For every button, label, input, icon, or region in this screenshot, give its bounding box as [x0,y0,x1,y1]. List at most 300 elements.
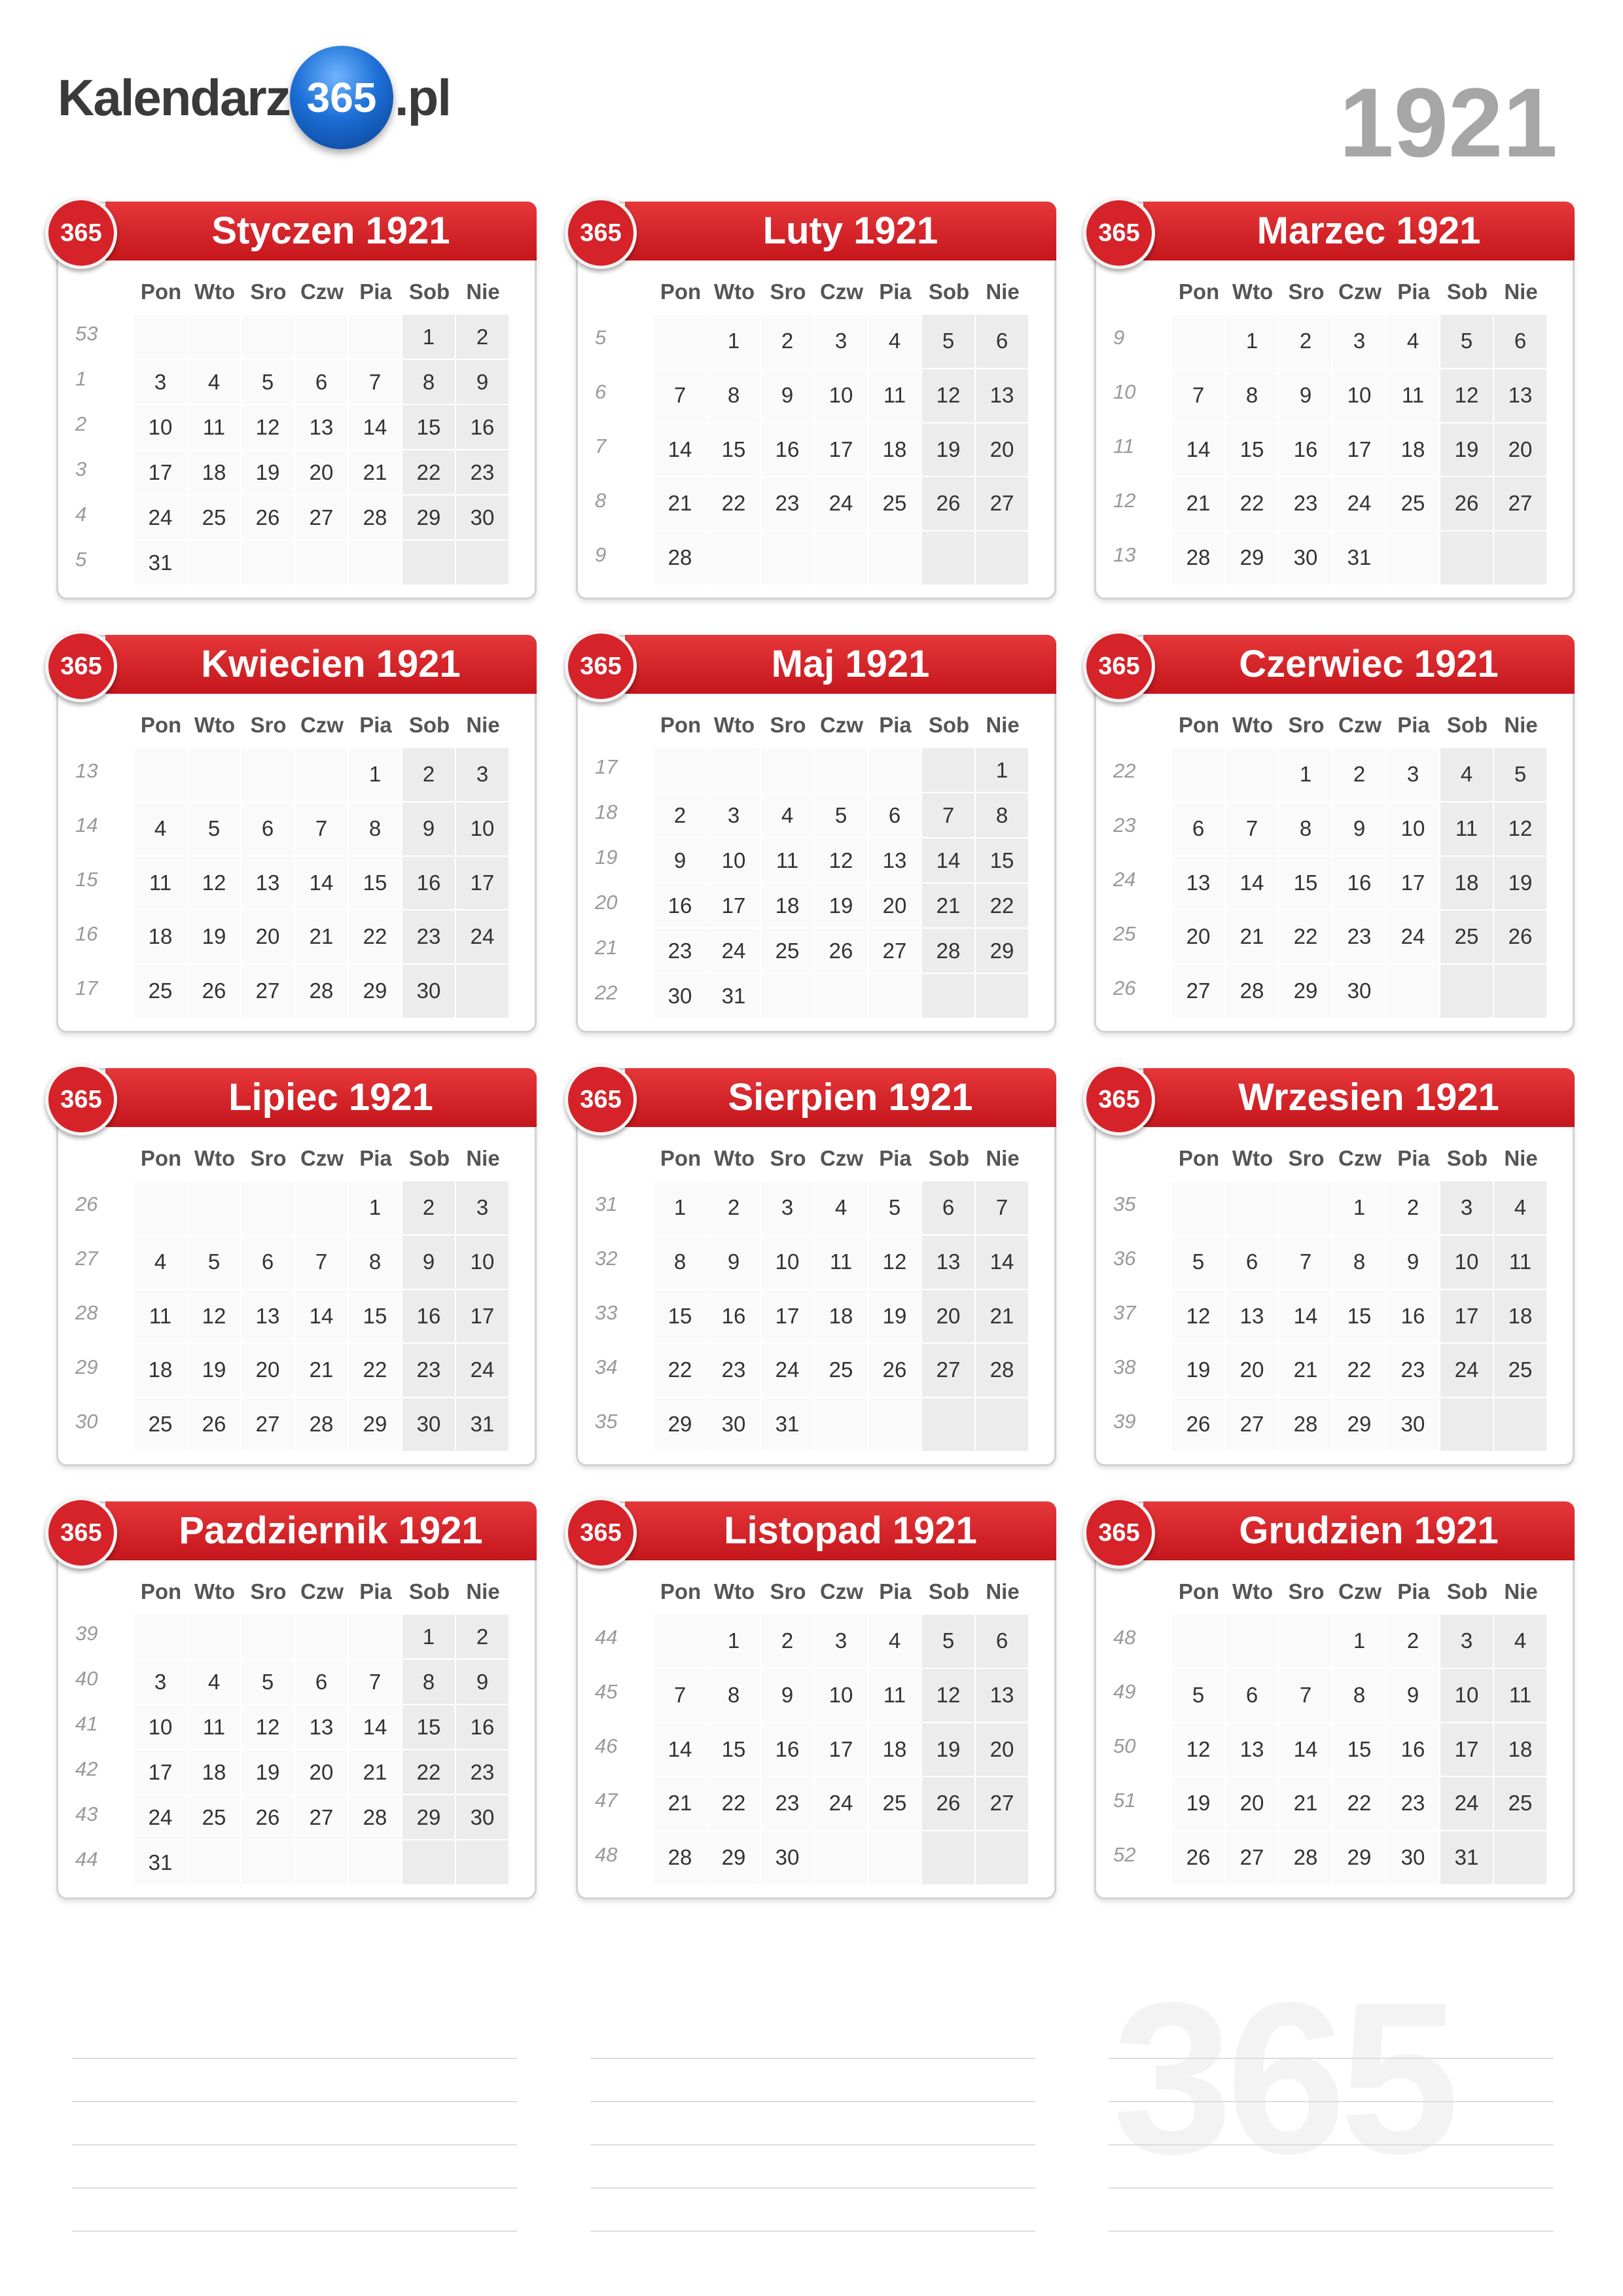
day-cell: 29 [1333,1398,1387,1452]
empty-day-cell [241,1840,295,1886]
weekday-label: Czw [300,1579,344,1604]
badge-365-icon: 365 [1083,1064,1155,1136]
month-card [56,202,537,600]
day-cell: 7 [349,360,402,405]
day-cell: 1 [1333,1615,1387,1669]
day-cell: 17 [1440,1290,1494,1344]
week-number: 25 [1113,922,1136,945]
day-cell: 22 [707,477,761,531]
empty-day-cell [976,531,1029,586]
day-cell: 26 [868,1344,922,1398]
badge-365-icon: 365 [1083,1497,1155,1569]
day-cell: 20 [868,884,922,929]
week-number: 19 [595,845,618,869]
week-number: 24 [1113,868,1136,891]
day-cell: 27 [1172,965,1226,1019]
day-cell: 1 [349,1181,402,1236]
logo-text: Kalendarz [58,69,290,126]
weekday-label: Sob [928,1579,970,1604]
badge-365-icon: 365 [1083,630,1155,702]
note-line[interactable] [72,2145,517,2189]
day-cell: 28 [654,531,707,586]
note-line[interactable] [72,2189,517,2232]
year-title: 1921 [1339,67,1558,177]
day-cell: 4 [1440,748,1494,802]
empty-day-cell [922,1398,976,1452]
empty-day-cell [761,531,815,586]
day-cell: 20 [976,1723,1029,1778]
empty-day-cell [1279,1615,1333,1669]
weekday-label: Nie [986,279,1020,304]
day-cell: 28 [1172,531,1226,586]
weekday-label: Sro [250,1579,287,1604]
day-grid [134,748,511,1019]
day-cell: 9 [761,1669,815,1723]
weekday-label: Pia [1397,1146,1430,1170]
day-cell: 23 [761,477,815,531]
day-cell: 6 [976,1615,1029,1669]
note-line[interactable] [72,2102,517,2145]
day-cell: 11 [1494,1669,1548,1723]
badge-365-icon: 365 [1083,197,1155,269]
day-cell: 5 [1440,315,1494,369]
day-cell: 6 [295,1660,349,1705]
day-grid [134,1181,511,1452]
day-cell: 1 [654,1181,707,1236]
day-cell: 9 [654,838,707,884]
empty-day-cell [761,748,815,793]
weekday-label: Czw [1338,1146,1382,1170]
day-cell: 11 [188,1705,241,1750]
day-cell: 23 [456,1750,510,1795]
empty-day-cell [1172,1181,1226,1236]
day-cell: 17 [1387,857,1440,911]
weekday-header [134,279,511,312]
weekday-label: Nie [466,279,500,304]
day-cell: 4 [188,1660,241,1705]
day-cell: 3 [456,1181,510,1236]
notes-column [1109,2016,1554,2232]
empty-day-cell [349,541,402,586]
day-cell: 7 [976,1181,1029,1236]
month-card [1094,1068,1575,1466]
watermark-365: 365 [1113,1957,1454,2198]
day-cell: 27 [295,495,349,541]
empty-day-cell [1494,1398,1548,1452]
weekday-label: Pon [660,713,702,737]
weekday-label: Sro [770,1579,806,1604]
day-cell: 31 [1440,1831,1494,1886]
day-cell: 7 [922,793,976,838]
empty-day-cell [188,541,241,586]
empty-day-cell [654,315,707,369]
weekday-header [1172,279,1549,312]
day-cell: 15 [654,1290,707,1344]
day-cell: 5 [922,315,976,369]
week-number: 8 [595,488,607,512]
day-cell: 6 [1172,802,1226,857]
day-cell: 22 [349,910,402,965]
weekday-header [654,713,1031,745]
week-number: 28 [75,1301,98,1324]
empty-day-cell [922,974,976,1019]
day-cell: 16 [1387,1290,1440,1344]
day-grid [1172,1615,1549,1886]
day-cell: 4 [868,1615,922,1669]
week-number: 35 [1113,1193,1136,1216]
week-number: 48 [595,1842,618,1866]
month-card [1094,202,1575,600]
month-title: Pazdziernik 1921 [105,1501,537,1560]
day-cell: 3 [1440,1181,1494,1236]
badge-365-icon: 365 [565,197,637,269]
weekday-label: Wto [1232,1146,1274,1170]
day-cell: 29 [1333,1831,1387,1886]
note-line[interactable] [1109,2016,1554,2059]
badge-365-icon: 365 [565,1064,637,1136]
day-cell: 18 [134,910,188,965]
day-cell: 26 [188,1398,241,1452]
day-cell: 9 [456,1660,510,1705]
week-number: 27 [75,1247,98,1270]
day-cell: 1 [402,1615,456,1660]
day-cell: 11 [761,838,815,884]
empty-day-cell [295,1840,349,1886]
week-number: 26 [1113,976,1136,999]
day-cell: 3 [134,360,188,405]
month-title: Listopad 1921 [625,1501,1056,1560]
day-cell: 15 [707,423,761,478]
day-cell: 26 [188,965,241,1019]
day-cell: 31 [134,541,188,586]
empty-day-cell [402,1840,456,1886]
day-cell: 1 [1333,1181,1387,1236]
day-cell: 7 [295,1236,349,1290]
week-number: 34 [595,1355,618,1378]
empty-day-cell [976,974,1029,1019]
day-cell: 11 [134,857,188,911]
notes-column [590,2016,1035,2232]
day-cell: 30 [761,1831,815,1886]
month-card [576,202,1056,600]
day-cell: 26 [1172,1398,1226,1452]
weekday-label: Pon [140,713,182,737]
week-number: 33 [595,1301,618,1324]
day-cell: 15 [1333,1723,1387,1778]
day-cell: 2 [707,1181,761,1236]
weekday-label: Nie [1504,1579,1538,1604]
day-cell: 22 [1279,910,1333,965]
day-cell: 30 [654,974,707,1019]
day-cell: 12 [1440,369,1494,423]
day-cell: 5 [1494,748,1548,802]
day-cell: 29 [654,1398,707,1452]
day-cell: 6 [868,793,922,838]
empty-day-cell [815,748,868,793]
day-grid [1172,748,1549,1019]
note-line[interactable] [590,2189,1035,2232]
day-cell: 30 [1279,531,1333,586]
day-cell: 2 [761,315,815,369]
day-cell: 17 [134,450,188,495]
weekday-label: Sob [928,1146,970,1170]
weekday-header [134,1579,511,1612]
day-cell: 9 [456,360,510,405]
day-cell: 29 [707,1831,761,1886]
day-grid [654,1615,1031,1886]
day-cell: 21 [295,1344,349,1398]
day-cell: 9 [707,1236,761,1290]
note-line[interactable] [1109,2059,1554,2102]
day-cell: 20 [922,1290,976,1344]
day-grid [654,748,1031,1019]
note-line[interactable] [1109,2145,1554,2189]
day-cell: 9 [1387,1236,1440,1290]
day-cell: 28 [295,1398,349,1452]
weekday-label: Wto [1232,279,1274,304]
day-cell: 24 [456,1344,510,1398]
weekday-label: Czw [820,1146,863,1170]
day-cell: 29 [1226,531,1279,586]
day-cell: 16 [654,884,707,929]
week-number: 37 [1113,1301,1136,1324]
day-cell: 17 [134,1750,188,1795]
day-cell: 29 [349,1398,402,1452]
day-cell: 7 [295,802,349,857]
weekday-label: Sro [250,1146,287,1170]
day-cell: 18 [815,1290,868,1344]
weekday-label: Nie [466,713,500,737]
day-cell: 17 [815,1723,868,1778]
day-cell: 25 [868,1777,922,1831]
day-cell: 30 [456,495,510,541]
weekday-label: Pia [1397,279,1430,304]
day-cell: 8 [1226,369,1279,423]
week-number: 22 [595,980,618,1004]
day-cell: 28 [349,495,402,541]
empty-day-cell [402,541,456,586]
note-line[interactable] [72,2059,517,2102]
week-number: 5 [595,326,607,350]
day-cell: 3 [134,1660,188,1705]
day-cell: 28 [976,1344,1029,1398]
day-cell: 28 [922,929,976,974]
day-cell: 2 [1333,748,1387,802]
empty-day-cell [1226,748,1279,802]
empty-day-cell [761,974,815,1019]
week-number: 42 [75,1757,98,1780]
day-cell: 18 [1440,857,1494,911]
day-cell: 25 [134,965,188,1019]
note-line[interactable] [590,2016,1035,2059]
day-cell: 10 [1440,1236,1494,1290]
week-number: 3 [75,457,87,480]
day-cell: 20 [241,910,295,965]
day-cell: 23 [456,450,510,495]
day-cell: 4 [1387,315,1440,369]
empty-day-cell [1387,965,1440,1019]
day-cell: 16 [707,1290,761,1344]
day-cell: 19 [1172,1777,1226,1831]
empty-day-cell [922,1831,976,1886]
note-line[interactable] [590,2059,1035,2102]
empty-day-cell [1387,531,1440,586]
week-number: 39 [1113,1409,1136,1433]
day-cell: 21 [654,1777,707,1831]
day-cell: 15 [402,1705,456,1750]
day-cell: 14 [349,1705,402,1750]
day-cell: 20 [1226,1344,1279,1398]
weekday-label: Wto [713,713,755,737]
day-cell: 10 [1333,369,1387,423]
week-number: 44 [595,1626,618,1649]
note-line[interactable] [1109,2189,1554,2232]
day-cell: 25 [1440,910,1494,965]
week-number: 13 [1113,543,1136,566]
empty-day-cell [456,965,510,1019]
week-number: 23 [1113,814,1136,837]
badge-365-icon: 365 [45,630,117,702]
day-cell: 27 [241,1398,295,1452]
day-cell: 1 [1279,748,1333,802]
day-cell: 24 [134,1795,188,1840]
empty-day-cell [1279,1181,1333,1236]
day-cell: 23 [1333,910,1387,965]
month-card [576,1501,1056,1899]
day-cell: 10 [707,838,761,884]
day-cell: 9 [402,802,456,857]
day-cell: 24 [456,910,510,965]
weekday-label: Wto [713,1146,755,1170]
day-cell: 9 [761,369,815,423]
day-cell: 8 [402,360,456,405]
week-number: 7 [595,435,607,457]
week-number: 31 [595,1193,618,1216]
day-cell: 22 [976,884,1029,929]
empty-day-cell [868,1831,922,1886]
day-cell: 22 [1333,1344,1387,1398]
day-cell: 28 [1226,965,1279,1019]
week-number: 45 [595,1680,618,1704]
day-cell: 11 [1440,802,1494,857]
day-cell: 10 [134,405,188,450]
day-cell: 1 [976,748,1029,793]
day-cell: 30 [456,1795,510,1840]
day-cell: 1 [349,748,402,802]
day-cell: 9 [402,1236,456,1290]
weekday-header [134,1146,511,1179]
day-cell: 14 [654,423,707,478]
month-card [576,635,1056,1033]
day-cell: 16 [761,423,815,478]
day-cell: 15 [349,1290,402,1344]
month-card [56,1501,537,1899]
note-line[interactable] [72,2016,517,2059]
weekday-label: Wto [194,1579,236,1604]
badge-365-icon: 365 [45,1064,117,1136]
day-cell: 19 [241,1750,295,1795]
week-number: 32 [595,1247,618,1270]
empty-day-cell [815,1398,868,1452]
day-cell: 25 [815,1344,868,1398]
weekday-label: Pon [660,1579,702,1604]
empty-day-cell [295,748,349,802]
empty-day-cell [134,315,188,360]
week-number: 10 [1113,380,1136,404]
day-cell: 13 [976,369,1029,423]
weekday-label: Pia [1397,713,1430,737]
day-cell: 31 [761,1398,815,1452]
day-cell: 8 [402,1660,456,1705]
month-card [56,1068,537,1466]
day-cell: 28 [295,965,349,1019]
week-number: 29 [75,1355,98,1378]
note-line[interactable] [590,2102,1035,2145]
day-cell: 13 [1172,857,1226,911]
day-cell: 30 [707,1398,761,1452]
day-cell: 16 [402,857,456,911]
day-cell: 12 [922,1669,976,1723]
day-cell: 7 [1279,1236,1333,1290]
empty-day-cell [922,531,976,586]
week-number: 46 [595,1734,618,1757]
week-number: 48 [1113,1626,1136,1649]
day-cell: 11 [1387,369,1440,423]
day-grid [1172,1181,1549,1452]
empty-day-cell [654,748,707,793]
day-cell: 4 [134,802,188,857]
weekday-label: Nie [466,1146,500,1170]
weekday-label: Wto [1232,1579,1274,1604]
day-cell: 7 [654,1669,707,1723]
day-cell: 12 [922,369,976,423]
day-cell: 5 [241,360,295,405]
day-cell: 13 [241,1290,295,1344]
week-number: 9 [595,543,607,566]
day-cell: 24 [1440,1777,1494,1831]
day-cell: 5 [188,802,241,857]
day-cell: 30 [1333,965,1387,1019]
weekday-label: Pia [879,1579,912,1604]
weekday-label: Pon [140,1146,182,1170]
empty-day-cell [188,1840,241,1886]
weekday-label: Sro [250,713,287,737]
day-cell: 19 [922,1723,976,1778]
day-cell: 22 [654,1344,707,1398]
weekday-label: Nie [1504,279,1538,304]
weekday-label: Sob [408,279,450,304]
weekday-header [654,1579,1031,1612]
empty-day-cell [134,1181,188,1236]
note-line[interactable] [1109,2102,1554,2145]
day-cell: 11 [1494,1236,1548,1290]
day-cell: 27 [976,477,1029,531]
empty-day-cell [188,1615,241,1660]
note-line[interactable] [590,2145,1035,2189]
day-cell: 23 [402,910,456,965]
month-title: Grudzien 1921 [1143,1501,1575,1560]
weekday-label: Pon [140,1579,182,1604]
week-number: 39 [75,1621,98,1645]
weekday-label: Sob [928,713,970,737]
day-cell: 5 [815,793,868,838]
day-cell: 5 [1172,1236,1226,1290]
day-cell: 14 [295,857,349,911]
week-number: 17 [75,976,98,999]
empty-day-cell [815,531,868,586]
weekday-label: Nie [1504,1146,1538,1170]
day-cell: 21 [922,884,976,929]
